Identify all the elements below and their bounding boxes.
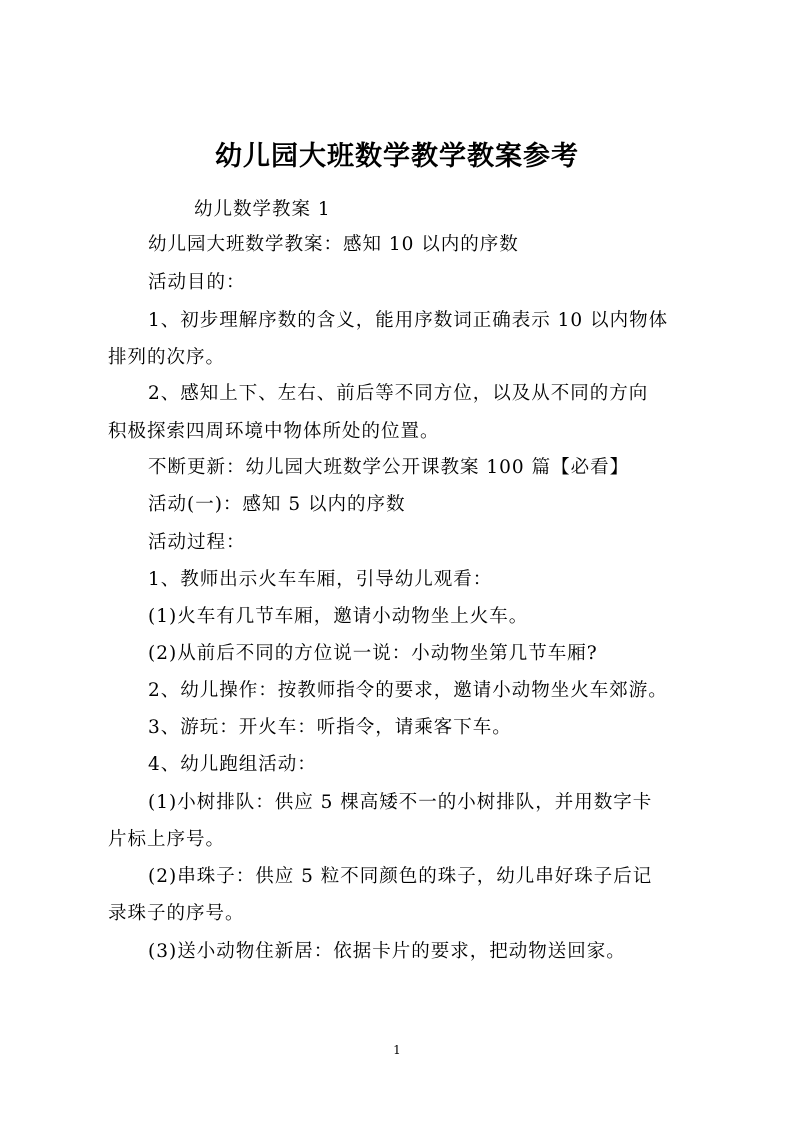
paragraph-line: (1)火车有几节车厢，邀请小动物坐上火车。 bbox=[148, 606, 529, 627]
paragraph-line: 幼儿园大班数学教案：感知 10 以内的序数 bbox=[148, 234, 519, 255]
paragraph-line: (1)小树排队：供应 5 棵高矮不一的小树排队，并用数字卡 bbox=[148, 792, 653, 813]
paragraph-line: 幼儿数学教案 1 bbox=[194, 199, 331, 220]
paragraph-line: 2、感知上下、左右、前后等不同方位，以及从不同的方向 bbox=[148, 383, 649, 404]
paragraph-line: 排列的次序。 bbox=[108, 347, 226, 368]
paragraph-line: 活动目的： bbox=[148, 272, 246, 293]
paragraph-line: 活动(一)：感知 5 以内的序数 bbox=[148, 494, 406, 515]
paragraph-line: 1、教师出示火车车厢，引导幼儿观看： bbox=[148, 569, 493, 590]
paragraph-line: (2)串珠子：供应 5 粒不同颜色的珠子，幼儿串好珠子后记 bbox=[148, 866, 653, 887]
paragraph-line: (2)从前后不同的方位说一说：小动物坐第几节车厢? bbox=[148, 643, 598, 664]
paragraph-line: 片标上序号。 bbox=[108, 829, 226, 850]
paragraph-line: (3)送小动物住新居：依据卡片的要求，把动物送回家。 bbox=[148, 941, 626, 962]
paragraph-line: 积极探索四周环境中物体所处的位置。 bbox=[108, 421, 440, 442]
paragraph-line: 3、游玩：开火车：听指令，请乘客下车。 bbox=[148, 717, 512, 738]
paragraph-line: 活动过程： bbox=[148, 532, 246, 553]
paragraph-line: 4、幼儿跑组活动： bbox=[148, 754, 317, 775]
paragraph-line: 录珠子的序号。 bbox=[108, 903, 245, 924]
paragraph-line: 1、初步理解序数的含义，能用序数词正确表示 10 以内物体 bbox=[148, 310, 669, 331]
paragraph-line: 2、幼儿操作：按教师指令的要求，邀请小动物坐火车郊游。 bbox=[148, 680, 668, 701]
paragraph-line: 不断更新：幼儿园大班数学公开课教案 100 篇【必看】 bbox=[148, 457, 630, 478]
page-number: 1 bbox=[393, 1043, 401, 1057]
document-title: 幼儿园大班数学教学教案参考 bbox=[215, 141, 579, 172]
